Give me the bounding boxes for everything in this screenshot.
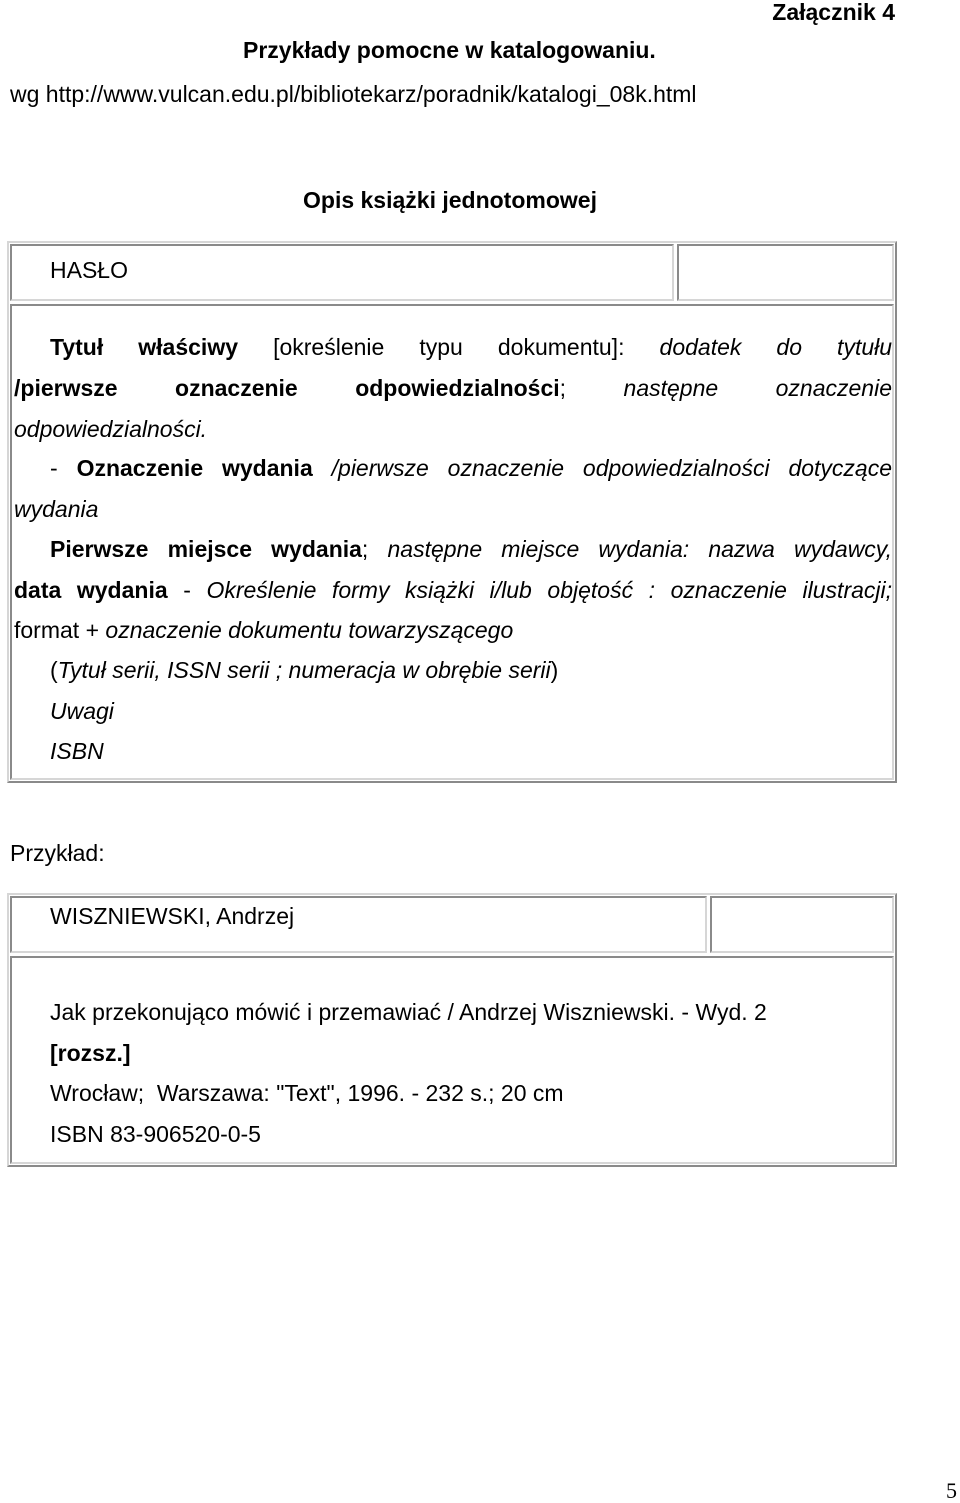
template-line-1 [50, 327, 892, 367]
template-line-6 [50, 529, 892, 569]
template-line-9 [50, 650, 558, 690]
example-entry-heading: WISZNIEWSKI, Andrzej [50, 903, 295, 929]
separator-semicolon: ; [361, 536, 369, 562]
separator-dash: - [50, 455, 58, 481]
series-statement-element: Tytuł serii, ISSN serii ; numeracja w obrębie serii [57, 657, 551, 683]
template-body-cell [10, 304, 894, 780]
first-responsibility-element: /pierwsze oznaczenie odpowiedzialności [14, 375, 560, 401]
example-empty-cell [710, 896, 894, 953]
edition-responsibility-continuation: wydania [14, 496, 99, 522]
example-publication-line: Wrocław; Warszawa: "Text", 1996. - 232 s.; 20 cm [50, 1080, 564, 1106]
template-line-11 [50, 731, 104, 771]
physical-description-element: Określenie formy książki i/lub objętość : oznaczenie ilustracji; [206, 577, 893, 603]
title-proper-element: Tytuł właściwy [50, 334, 239, 360]
publication-date-element: data wydania [14, 577, 168, 603]
document-type-element: [określenie typu dokumentu]: [273, 334, 625, 360]
template-line-3 [14, 409, 207, 449]
separator-semicolon: ; [559, 375, 567, 401]
series-open-paren: ( [50, 657, 58, 683]
template-heading: Opis książki jednotomowej [303, 187, 597, 213]
accompanying-material-element: oznaczenie dokumentu towarzyszącego [105, 617, 514, 643]
template-empty-cell [677, 244, 894, 301]
entry-heading-text: HASŁO [50, 257, 128, 283]
place-of-publication-element: Pierwsze miejsce wydania [50, 536, 362, 562]
example-table [7, 893, 897, 1167]
template-line-8 [14, 610, 513, 650]
example-label: Przykład: [10, 840, 105, 866]
edition-statement-element: Oznaczenie wydania [76, 455, 313, 481]
example-isbn-line: ISBN 83-906520-0-5 [50, 1121, 261, 1147]
subsequent-responsibility-element: następne oznaczenie [623, 375, 893, 401]
template-line-4 [50, 448, 892, 488]
template-line-7 [14, 570, 892, 610]
attachment-label: Załącznik 4 [772, 0, 895, 25]
series-close-paren: ) [550, 657, 559, 683]
template-line-10 [50, 691, 114, 731]
other-title-info-element: dodatek do tytułu [659, 334, 893, 360]
page-number: 5 [946, 1478, 957, 1503]
template-line-5 [14, 489, 98, 529]
notes-element: Uwagi [50, 698, 114, 724]
isbn-element: ISBN [50, 738, 104, 764]
page-title: Przykłady pomocne w katalogowaniu. [243, 37, 656, 63]
template-entry-cell [10, 244, 674, 301]
example-title-line: Jak przekonująco mówić i przemawiać / Andrzej Wiszniewski. - Wyd. 2 [50, 999, 767, 1025]
format-element: format + [14, 617, 100, 643]
example-body-cell [10, 956, 894, 1164]
example-edition-line: [rozsz.] [50, 1040, 131, 1066]
template-table [7, 241, 897, 783]
subsequent-responsibility-continuation: odpowiedzialności. [14, 416, 208, 442]
edition-responsibility-element: /pierwsze oznaczenie odpowiedzialności dotyczące [331, 455, 893, 481]
separator-dash: - [183, 577, 191, 603]
example-entry-cell [10, 896, 707, 953]
source-url-text: wg http://www.vulcan.edu.pl/bibliotekarz/poradnik/katalogi_08k.html [10, 81, 697, 107]
template-line-2 [14, 368, 892, 408]
subsequent-place-publisher-element: następne miejsce wydania: nazwa wydawcy, [387, 536, 892, 562]
